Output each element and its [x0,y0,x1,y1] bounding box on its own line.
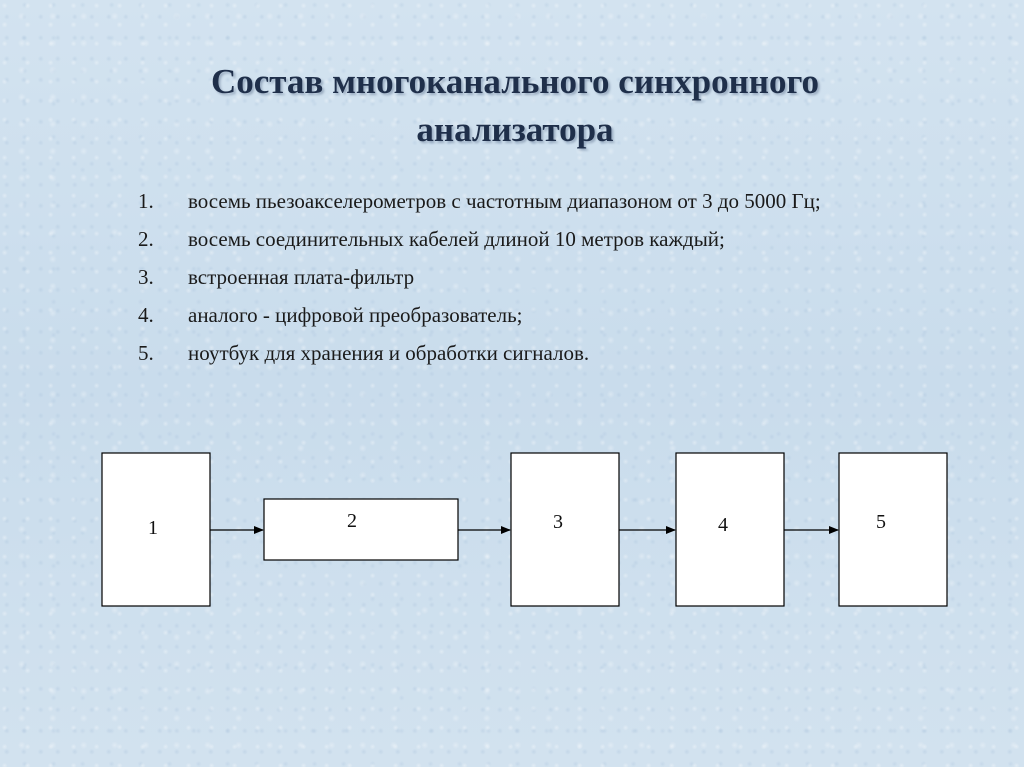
list-item-text: восемь пьезоакселерометров с частотным диапазоном от 3 до 5000 Гц; [188,189,821,213]
list-item-number: 5. [138,341,154,365]
list-item-number: 4. [138,303,154,327]
diagram-box-2-label: 2 [347,510,357,532]
slide-title-line-1: Состав многоканального синхронного [211,62,819,101]
diagram-box-4-label: 4 [718,514,728,536]
diagram-box-1-label: 1 [148,517,158,539]
list-item-text: аналого - цифровой преобразователь; [188,303,523,327]
list-item-text: встроенная плата-фильтр [188,265,415,289]
slide-title-line-2: анализатора [416,110,614,149]
list-item-number: 3. [138,265,154,289]
list-item-text: восемь соединительных кабелей длиной 10 метров каждый; [188,227,725,251]
list-item-number: 2. [138,227,154,251]
diagram-box-5-label: 5 [876,511,886,533]
diagram-box-2 [264,499,458,560]
list-item-number: 1. [138,189,154,213]
diagram-box-5 [839,453,947,606]
diagram-box-4 [676,453,784,606]
list-item-text: ноутбук для хранения и обработки сигналов. [188,341,590,365]
diagram-box-3 [511,453,619,606]
diagram-box-3-label: 3 [553,511,563,533]
